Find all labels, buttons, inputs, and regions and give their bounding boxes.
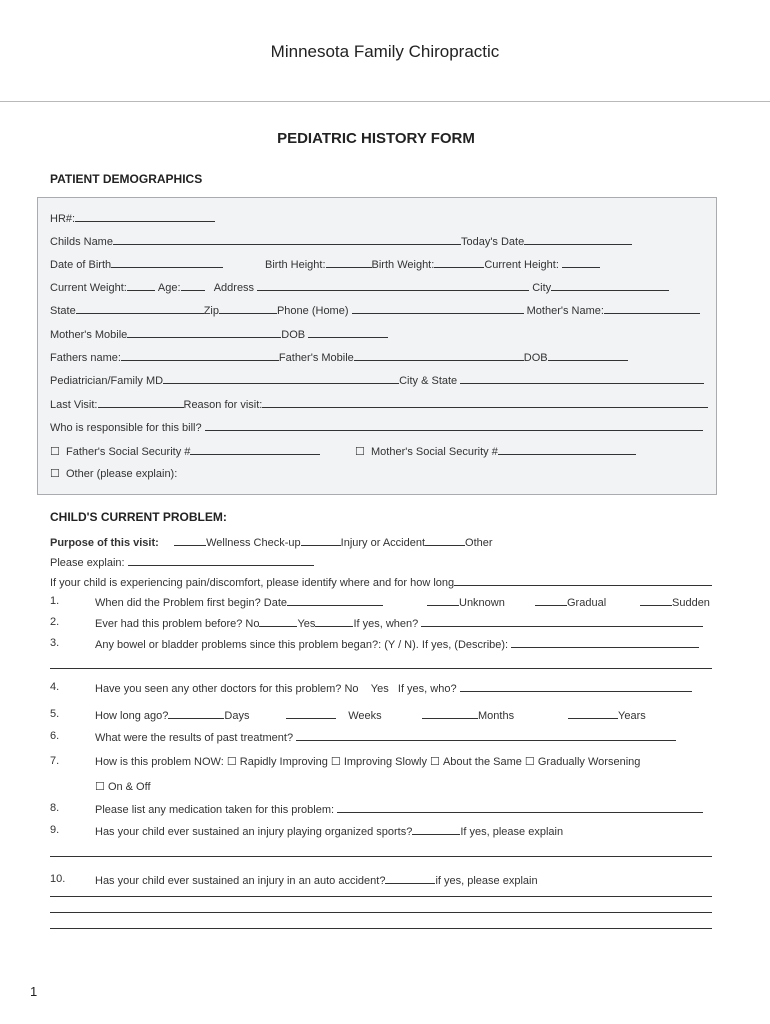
q9-extra-line[interactable]	[50, 856, 712, 857]
q8-number: 8.	[50, 802, 60, 814]
birth-weight-label: Birth Weight:	[371, 259, 435, 271]
q7-row	[95, 755, 640, 768]
q6-number: 6.	[50, 730, 60, 742]
q10-explain-label: if yes, please explain	[435, 875, 538, 887]
q5-weeks-field[interactable]	[286, 708, 336, 719]
unknown-field[interactable]	[427, 595, 459, 606]
fathers-name-field[interactable]	[121, 350, 279, 361]
same-checkbox[interactable]: ☐	[430, 756, 440, 768]
dob-label: Date of Birth	[50, 259, 112, 271]
mother-ss-checkbox[interactable]: ☐	[355, 446, 365, 458]
current-weight-field[interactable]	[127, 280, 155, 291]
q2-no-field[interactable]	[259, 616, 297, 627]
pain-label: If your child is experiencing pain/discomfort, please identify where and for how long	[50, 577, 455, 589]
reason-label: Reason for visit:	[183, 399, 263, 411]
age-field[interactable]	[181, 280, 205, 291]
city-label: City	[532, 282, 552, 294]
other-visit-field[interactable]	[425, 535, 465, 546]
father-dob-label: DOB	[523, 352, 548, 364]
responsible-row	[50, 420, 703, 434]
childs-name-row	[50, 234, 632, 248]
slowly-checkbox[interactable]: ☐	[330, 756, 341, 768]
demographics-heading: PATIENT DEMOGRAPHICS	[50, 172, 203, 186]
q6-label: What were the results of past treatment?	[95, 732, 294, 744]
q7-number: 7.	[50, 755, 60, 767]
fathers-mobile-label: Father's Mobile	[278, 352, 354, 364]
city-state-label: City & State	[399, 375, 458, 387]
city-field[interactable]	[551, 280, 669, 291]
hr-row	[50, 211, 215, 225]
sudden-option	[640, 595, 710, 609]
rapidly-label: Rapidly Improving	[239, 756, 328, 768]
current-height-label: Current Height:	[484, 259, 559, 271]
q5-days-field[interactable]	[168, 708, 224, 719]
q1-date-field[interactable]	[287, 595, 383, 606]
gradual-option	[535, 595, 606, 609]
childs-name-field[interactable]	[113, 234, 461, 245]
q2-number: 2.	[50, 616, 60, 628]
q6-row	[95, 730, 676, 744]
city-state-field[interactable]	[460, 373, 704, 384]
state-row	[50, 303, 700, 317]
months-label: Months	[478, 710, 515, 722]
father-ss-checkbox[interactable]: ☐	[50, 446, 60, 458]
q4-who-label: If yes, who?	[397, 683, 457, 695]
q2-yes-label: Yes	[297, 618, 316, 630]
father-ss-row	[50, 444, 320, 458]
state-label: State	[50, 305, 76, 317]
form-title: PEDIATRIC HISTORY FORM	[277, 130, 475, 147]
gradual-label: Gradual	[567, 597, 607, 609]
zip-field[interactable]	[219, 303, 277, 314]
unknown-label: Unknown	[459, 597, 505, 609]
birth-height-label: Birth Height:	[265, 259, 326, 271]
q3-number: 3.	[50, 637, 60, 649]
onoff-row	[95, 780, 151, 793]
q2-when-field[interactable]	[421, 616, 703, 627]
q9-field[interactable]	[412, 824, 460, 835]
q10-line-1[interactable]	[50, 896, 712, 897]
q6-field[interactable]	[296, 730, 676, 741]
q8-row	[95, 802, 703, 816]
dob-field[interactable]	[111, 257, 223, 268]
q4-label: Have you seen any other doctors for this problem? No	[95, 683, 359, 695]
weight-address-row	[50, 280, 669, 294]
hr-field[interactable]	[75, 211, 215, 222]
q3-row	[95, 637, 699, 651]
wellness-label: Wellness Check-up	[206, 537, 301, 549]
rapidly-checkbox[interactable]: ☐	[226, 756, 237, 768]
q5-row	[95, 708, 249, 722]
q2-when-label: If yes, when?	[353, 618, 419, 630]
mother-dob-field[interactable]	[308, 327, 388, 338]
q5-weeks	[286, 708, 382, 722]
last-visit-field[interactable]	[98, 397, 184, 408]
injury-field[interactable]	[301, 535, 341, 546]
mother-dob-label: DOB	[281, 329, 306, 341]
responsible-field[interactable]	[205, 420, 703, 431]
address-label: Address	[213, 282, 255, 294]
q10-line-2[interactable]	[50, 912, 712, 913]
same-label: About the Same	[442, 756, 522, 768]
phone-home-field[interactable]	[352, 303, 524, 314]
other-label: Other (please explain):	[66, 468, 178, 480]
mothers-mobile-row	[50, 327, 388, 341]
please-explain-label: Please explain:	[50, 557, 125, 569]
todays-date-field[interactable]	[524, 234, 632, 245]
mother-ss-row	[355, 444, 636, 458]
sudden-field[interactable]	[640, 595, 672, 606]
q10-row	[95, 873, 538, 887]
q3-extra-line[interactable]	[50, 668, 712, 669]
father-dob-field[interactable]	[548, 350, 628, 361]
last-visit-row	[50, 397, 708, 411]
last-visit-label: Last Visit:	[50, 399, 98, 411]
birth-weight-field[interactable]	[434, 257, 484, 268]
fathers-name-label: Fathers name:	[50, 352, 121, 364]
q8-label: Please list any medication taken for this problem:	[95, 804, 335, 816]
q7-label: How is this problem NOW:	[95, 756, 224, 768]
weeks-label: Weeks	[348, 710, 382, 722]
other-checkbox[interactable]: ☐	[50, 468, 60, 480]
pediatrician-field[interactable]	[163, 373, 399, 384]
q9-label: Has your child ever sustained an injury playing organized sports?	[95, 826, 413, 838]
page-number: 1	[30, 984, 38, 999]
mother-ss-field[interactable]	[498, 444, 636, 455]
fathers-row	[50, 350, 628, 364]
practice-name: Minnesota Family Chiropractic	[270, 42, 500, 61]
pain-row	[50, 575, 712, 589]
q9-row	[95, 824, 563, 838]
q1-number: 1.	[50, 595, 60, 607]
purpose-label: Purpose of this visit:	[50, 537, 159, 549]
wellness-field[interactable]	[174, 535, 206, 546]
current-weight-label: Current Weight:	[50, 282, 127, 294]
days-label: Days	[224, 710, 250, 722]
pediatrician-label: Pediatrician/Family MD	[50, 375, 164, 387]
other-visit-label: Other	[465, 537, 493, 549]
q9-explain-label: If yes, please explain	[460, 826, 564, 838]
mothers-mobile-label: Mother's Mobile	[50, 329, 128, 341]
pediatrician-row	[50, 373, 704, 387]
phone-home-label: Phone (Home)	[276, 305, 349, 317]
q2-label: Ever had this problem before? No	[95, 618, 260, 630]
reason-field[interactable]	[262, 397, 708, 408]
q10-line-3[interactable]	[50, 928, 712, 929]
fathers-mobile-field[interactable]	[354, 350, 524, 361]
q3-field[interactable]	[511, 637, 699, 648]
father-ss-label: Father's Social Security #	[66, 446, 191, 458]
q9-number: 9.	[50, 824, 60, 836]
q3-label: Any bowel or bladder problems since this problem began?: (Y / N). If yes, (Describe):	[95, 639, 509, 651]
please-explain-row	[50, 555, 314, 569]
mothers-mobile-field[interactable]	[127, 327, 281, 338]
q4-yes-label: Yes	[370, 683, 389, 695]
q5-number: 5.	[50, 708, 60, 720]
q4-who-field[interactable]	[460, 681, 692, 692]
q4-row	[95, 681, 692, 695]
q10-number: 10.	[50, 873, 66, 885]
years-label: Years	[618, 710, 646, 722]
q5-months-field[interactable]	[422, 708, 478, 719]
current-height-field[interactable]	[562, 257, 600, 268]
q1-row	[95, 595, 383, 609]
todays-date-label: Today's Date	[460, 236, 525, 248]
mothers-name-label: Mother's Name:	[526, 305, 604, 317]
responsible-label: Who is responsible for this bill?	[50, 422, 202, 434]
q5-years-field[interactable]	[568, 708, 618, 719]
q5-months	[422, 708, 514, 722]
slowly-label: Improving Slowly	[343, 756, 427, 768]
q2-yes-field[interactable]	[315, 616, 353, 627]
hr-label: HR#:	[50, 213, 76, 225]
mothers-name-field[interactable]	[604, 303, 700, 314]
injury-label: Injury or Accident	[340, 537, 426, 549]
q5-label: How long ago?	[95, 710, 169, 722]
father-ss-field[interactable]	[190, 444, 320, 455]
q4-number: 4.	[50, 681, 60, 693]
birth-height-field[interactable]	[326, 257, 372, 268]
q1-options	[427, 595, 505, 609]
onoff-label: On & Off	[107, 781, 151, 793]
purpose-row	[50, 535, 493, 549]
age-label: Age:	[157, 282, 181, 294]
address-field[interactable]	[257, 280, 529, 291]
problem-heading: CHILD'S CURRENT PROBLEM:	[50, 510, 227, 524]
q2-row	[95, 616, 703, 630]
sudden-label: Sudden	[672, 597, 710, 609]
header-divider	[0, 101, 770, 102]
childs-name-label: Childs Name	[50, 236, 113, 248]
q10-field[interactable]	[385, 873, 435, 884]
other-row	[50, 467, 177, 480]
dob-row	[50, 257, 223, 271]
please-explain-field[interactable]	[128, 555, 314, 566]
zip-label: Zip	[203, 305, 219, 317]
q8-field[interactable]	[337, 802, 703, 813]
onoff-checkbox[interactable]: ☐	[95, 781, 105, 793]
q10-label: Has your child ever sustained an injury in an auto accident?	[95, 875, 386, 887]
worsening-checkbox[interactable]: ☐	[524, 756, 535, 768]
mother-ss-label: Mother's Social Security #	[371, 446, 498, 458]
birth-measures-row	[265, 257, 600, 271]
pain-field[interactable]	[454, 575, 712, 586]
gradual-field[interactable]	[535, 595, 567, 606]
q1-label: When did the Problem first begin? Date	[95, 597, 287, 609]
q5-years	[568, 708, 646, 722]
state-field[interactable]	[76, 303, 204, 314]
worsening-label: Gradually Worsening	[537, 756, 641, 768]
